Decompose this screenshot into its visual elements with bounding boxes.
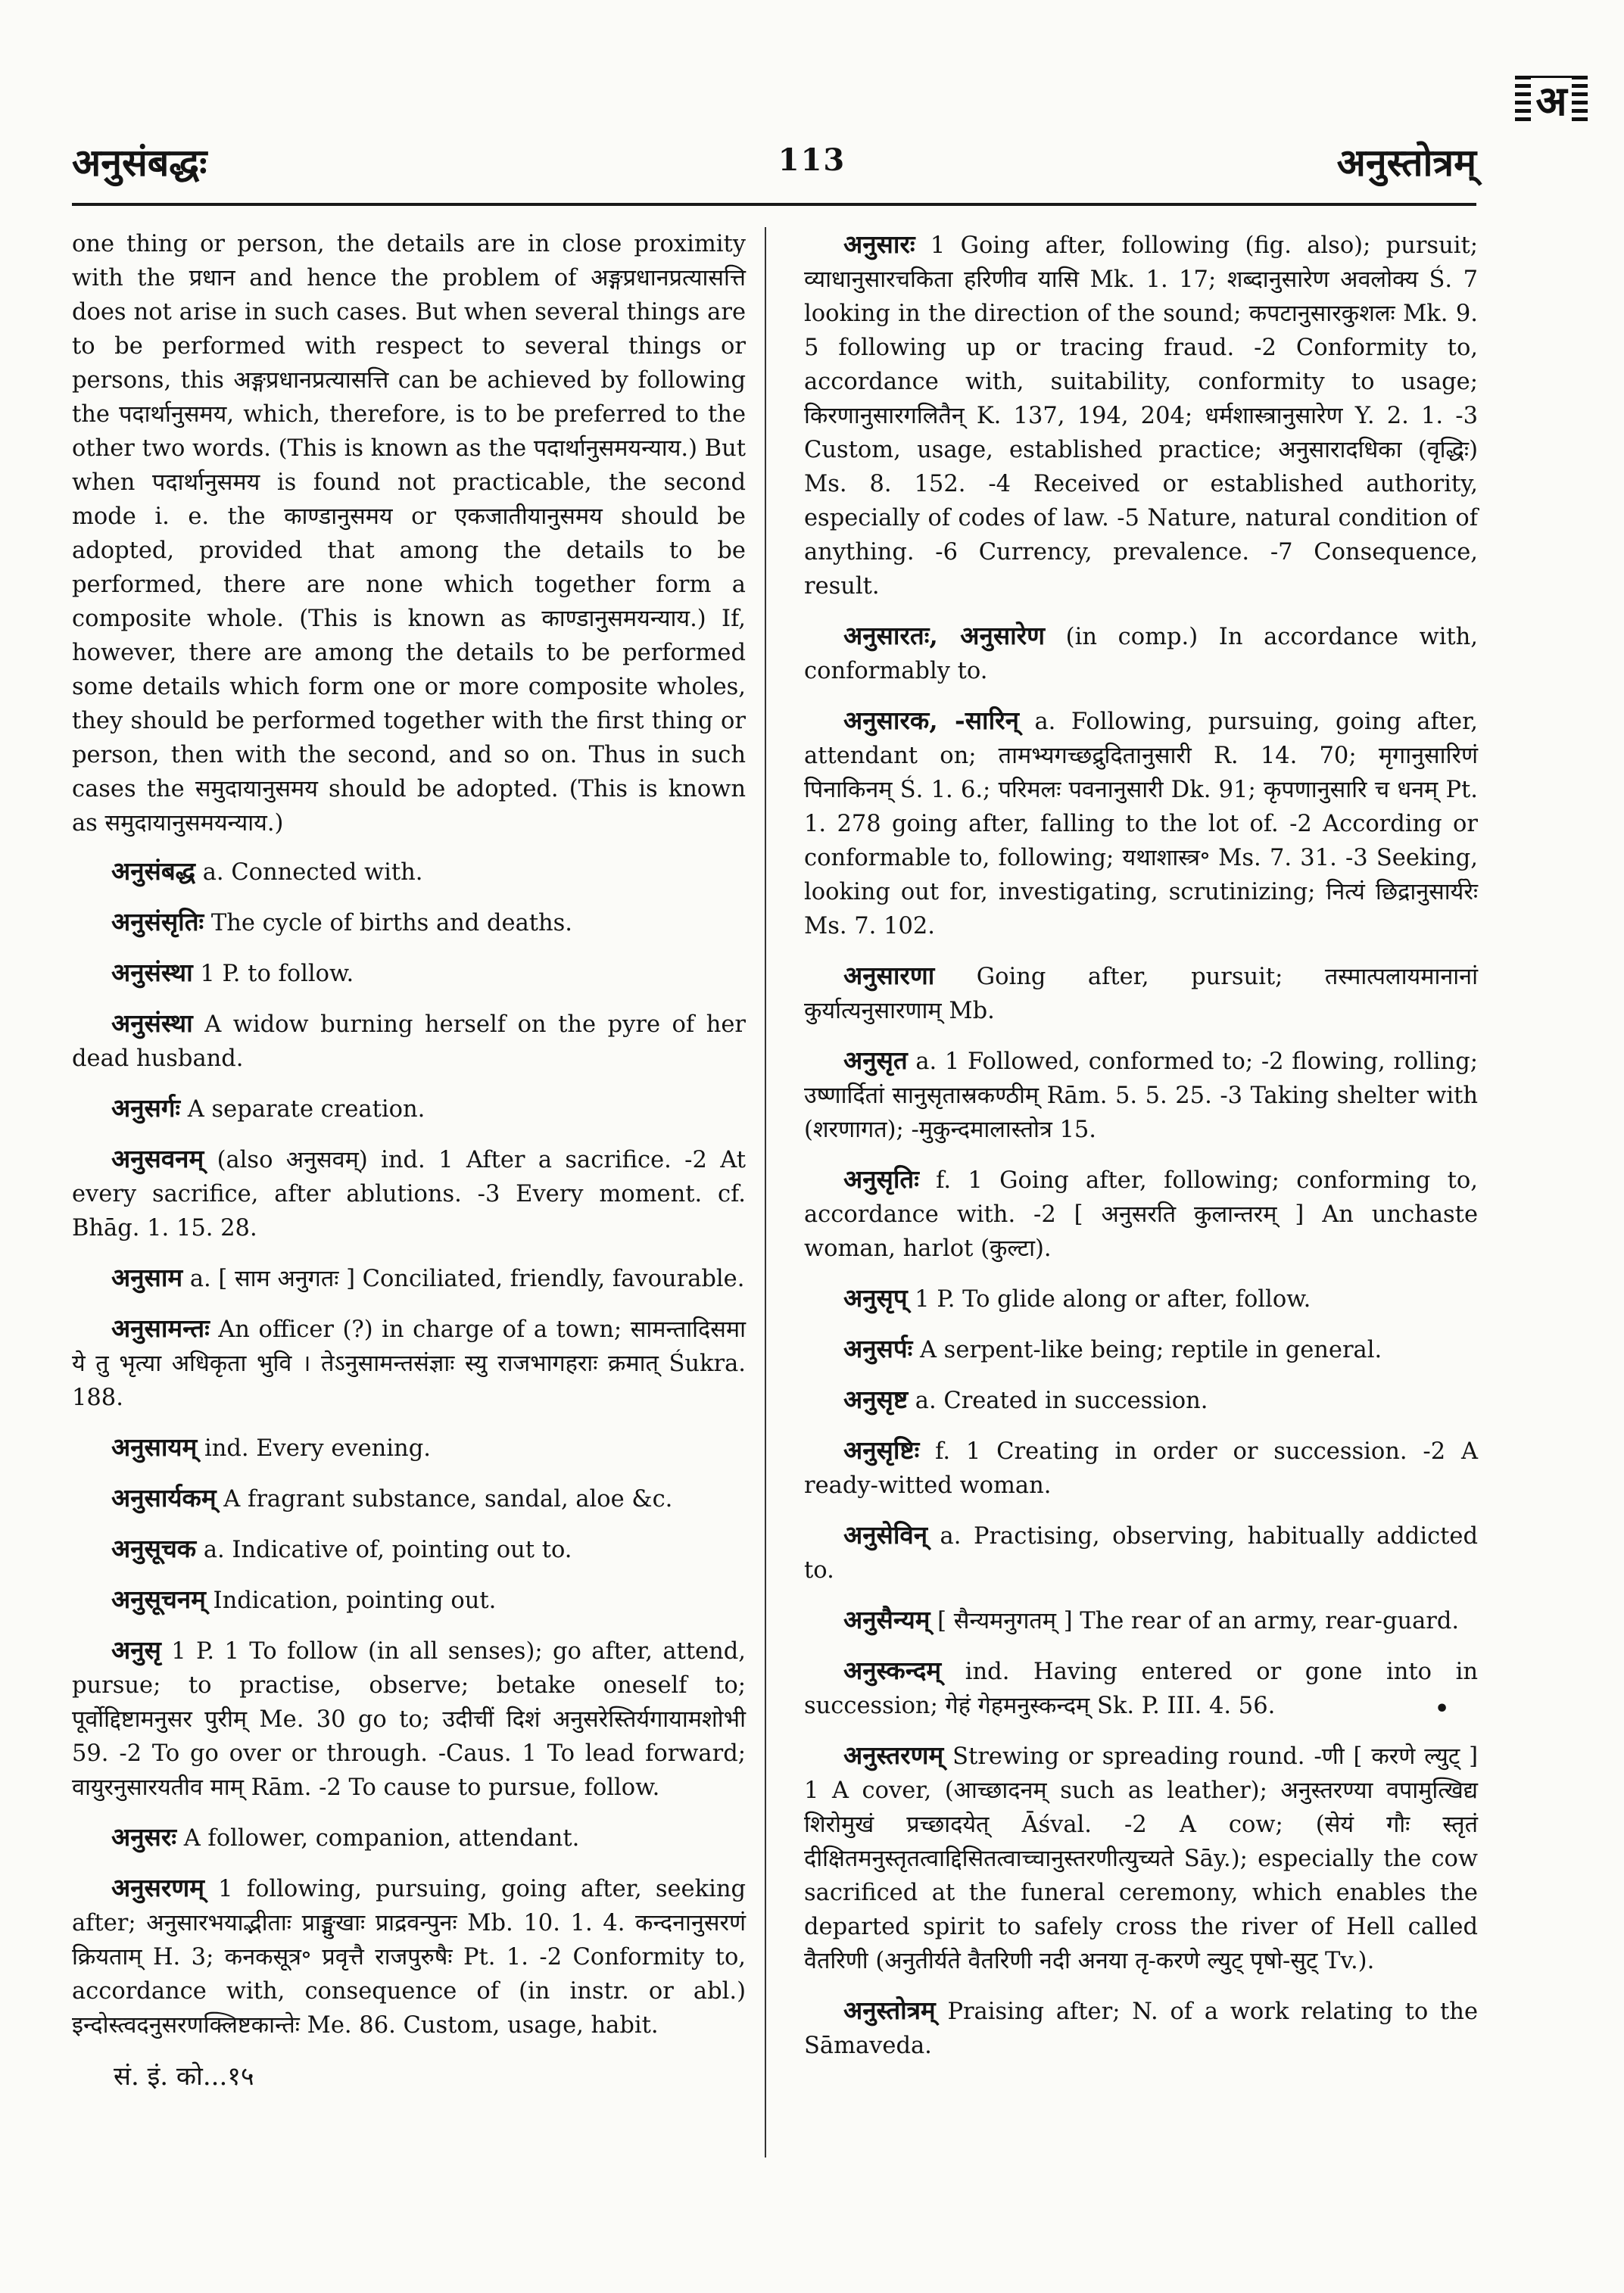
dictionary-entry: [72, 1481, 746, 1516]
entry-definition: Going after, pursuit; तस्मात्पलायमानानां कुर्यात्यनुसारणाम् Mb.: [804, 964, 1478, 1024]
entry-headword: अनुसारतः, अनुसारेण: [843, 621, 1046, 650]
entry-definition: A fragrant substance, sandal, aloe &c.: [216, 1486, 673, 1513]
dictionary-entry: [804, 1653, 1478, 1723]
entry-definition: a. Created in succession.: [908, 1388, 1208, 1414]
entry-definition: 1 P. To glide along or after, follow.: [907, 1286, 1311, 1313]
dictionary-entry: [804, 1281, 1478, 1316]
entry-headword: अनुसारणा: [843, 961, 935, 990]
dictionary-entry: [804, 1162, 1478, 1266]
running-head-right: अनुस्तोत्रम्: [1336, 140, 1476, 185]
entry-definition: a. Connected with.: [195, 859, 423, 886]
entry-definition: A separate creation.: [180, 1096, 425, 1123]
entry-headword: अनुसृ: [111, 1635, 161, 1665]
dictionary-entry: [804, 1993, 1478, 2063]
entry-headword: अनुस्तरणम्: [843, 1740, 944, 1770]
entry-headword: अनुसाम: [111, 1263, 183, 1292]
entry-definition: ind. Having entered or gone into in succession; गेहं गेहमनुस्कन्दम् Sk. P. III. 4. 56.: [804, 1659, 1478, 1719]
entry-headword: अनुसरणम्: [111, 1873, 204, 1902]
entry-definition: a. Indicative of, pointing out to.: [196, 1537, 572, 1563]
entry-headword: अनुसंबद्ध: [111, 856, 196, 886]
dictionary-entry: [804, 1738, 1478, 1978]
entry-headword: अनुस्तोत्रम्: [843, 1995, 936, 2025]
entry-definition: (also अनुसवम्) ind. 1 After a sacrifice. -2 At every sacrifice, after ablutions. -3 Every moment. cf. Bhāg. 1. 15. 28.: [72, 1147, 746, 1242]
dictionary-entry: [804, 1603, 1478, 1638]
dictionary-entry: [72, 854, 746, 889]
entry-headword: अनुसरः: [111, 1822, 176, 1852]
dictionary-entry: [804, 958, 1478, 1028]
entry-definition: f. 1 Creating in order or succession. -2 A ready-witted woman.: [804, 1438, 1478, 1499]
entry-headword: अनुसेविन्: [843, 1520, 928, 1550]
footer-signature: सं. इं. को...१५: [114, 2061, 254, 2092]
thumb-index-tab: [1515, 76, 1588, 126]
right-column: [804, 227, 1478, 2078]
dictionary-entry: [72, 905, 746, 940]
entry-headword: अनुसृतिः: [843, 1164, 919, 1194]
dictionary-entry: [72, 1142, 746, 1245]
entry-definition: An officer (?) in charge of a town; सामन्तादिसमा ये तु भृत्या अधिकृता भुवि । तेऽनुसामन्तसंज्ञाः स्यु राजभागहराः क्रमात् Śukra. 188.: [72, 1316, 746, 1411]
entry-headword: अनुसृप्: [843, 1283, 908, 1313]
entry-definition: 1 following, pursuing, going after, seeking after; अनुसारभयाद्भीताः प्राङ्मुखाः प्राद्रवन्पुनः Mb. 10. 1. 4. कन्दनानुसरणं क्रियताम् H. 3; कनकसूत्र॰ प्रवृत्तै राजपुरुषैः Pt. 1. -2 Conformity to, accordance with, consequence of (in instr. or abl.) इन्दोस्त्वदनुसरणक्लिष्टकान्तेः Me. 86. Custom, usage, habit.: [72, 1876, 746, 2039]
entry-headword: अनुसामन्तः: [111, 1313, 210, 1343]
entry-headword: अनुसवनम्: [111, 1144, 204, 1173]
entry-definition: A serpent-like being; reptile in general.: [912, 1337, 1382, 1363]
entry-headword: अनुसैन्यम्: [843, 1605, 930, 1634]
entry-headword: अनुसार्यकम्: [111, 1483, 217, 1513]
dictionary-entry: [804, 1043, 1478, 1147]
entry-definition: Indication, pointing out.: [205, 1587, 497, 1614]
entry-definition: ind. Every evening.: [197, 1435, 431, 1462]
entry-headword: अनुसारक, -सारिन्: [843, 706, 1019, 735]
entry-headword: अनुसर्पः: [843, 1334, 913, 1363]
dictionary-entry: [804, 1518, 1478, 1587]
left-column: [72, 227, 746, 2058]
dictionary-entry: [72, 1430, 746, 1466]
entry-headword: अनुसृष्टिः: [843, 1435, 920, 1465]
entry-definition: 1 Going after, following (fig. also); pursuit; व्याधानुसारचकिता हरिणीव यासि Mk. 1. 17; शब्दानुसारेण अवलोक्य Ś. 7 looking in the direction of the sound; कपटानुसारकुशलः Mk. 9. 5 following up or tracing fraud. -2 Conformity to, accordance with, suitability, conformity to usage; किरणानुसारगलितैन् K. 137, 194, 204; धर्मशास्त्रानुसारेण Y. 2. 1. -3 Custom, usage, established practice; अनुसारादधिका (वृद्धिः) Ms. 8. 152. -4 Received or established authority, especially of codes of law. -5 Nature, natural condition of anything. -6 Currency, prevalence. -7 Consequence, result.: [804, 232, 1478, 600]
entry-headword: अनुसंसृतिः: [111, 907, 204, 936]
entry-headword: अनुसृष्ट: [843, 1385, 909, 1414]
dictionary-entry: [72, 1311, 746, 1415]
entry-headword: अनुस्कन्दम्: [843, 1656, 942, 1685]
header-rule: [72, 203, 1476, 206]
dictionary-entry: [804, 227, 1478, 603]
entry-definition: A widow burning herself on the pyre of her dead husband.: [72, 1011, 746, 1072]
right-entries: [804, 227, 1478, 2063]
dictionary-entry: [72, 1091, 746, 1126]
entry-headword: अनुसूचक: [111, 1534, 197, 1563]
entry-definition: 1 P. 1 To follow (in all senses); go after, attend, pursue; to practise, observe; betake oneself to; पूर्वोद्दिष्टामनुसर पुरीम् Me. 30 go to; उदीचीं दिशं अनुसरेस्तिर्यगायामशोभी 59. -2 To go over or through. -Caus. 1 To lead forward; वायुरनुसारयतीव माम् Rām. -2 To cause to pursue, follow.: [72, 1638, 746, 1801]
entry-headword: अनुसायम्: [111, 1432, 198, 1462]
entry-headword: अनुसंस्था: [111, 958, 193, 987]
left-entries: [72, 854, 746, 2042]
entry-definition: a. Following, pursuing, going after, attendant on; तामभ्यगच्छद्रुदितानुसारी R. 14. 70; मृगानुसारिणं पिनाकिनम् Ś. 1. 6.; परिमलः पवनानुसारी Dk. 91; कृपणानुसारि च धनम् Pt. 1. 278 going after, falling to the lot of. -2 According or conformable to, following; यथाशास्त्र॰ Ms. 7. 31. -3 Seeking, looking out for, investigating, scrutinizing; नित्यं छिद्रानुसार्यरेः Ms. 7. 102.: [804, 709, 1478, 939]
dictionary-entry: [72, 1531, 746, 1567]
entry-definition: The cycle of births and deaths.: [204, 910, 572, 936]
entry-definition: a. Practising, observing, habitually addicted to.: [804, 1523, 1478, 1584]
thumb-index-letter: अ: [1531, 78, 1571, 123]
entry-headword: अनुसर्गः: [111, 1093, 181, 1123]
running-head-left: अनुसंबद्धः: [72, 140, 207, 185]
column-divider: [765, 227, 766, 2157]
dictionary-entry: [72, 1871, 746, 2042]
entry-headword: अनुसंस्था: [111, 1008, 193, 1038]
entry-definition: 1 P. to follow.: [192, 961, 354, 987]
entry-definition: [ सैन्यमनुगतम् ] The rear of an army, rear-guard.: [930, 1608, 1460, 1634]
dictionary-entry: [804, 618, 1478, 688]
continuation-paragraph: one thing or person, the details are in close proximity with the प्रधान and hence the problem of अङ्गप्रधानप्रत्यासत्ति does not arise in such cases. But when several things are to be performed with respect to several things or persons, this अङ्गप्रधानप्रत्यासत्ति can be achieved by following the पदार्थानुसमय, which, therefore, is to be preferred to the other two words. (This is known as the पदार्थानुसमयन्याय.) But when पदार्थानुसमय is found not practicable, the second mode i. e. the काण्डानुसमय or एकजातीयानुसमय should be adopted, provided that among the details to be performed, there are none which together form a composite whole. (This is known as काण्डानुसमयन्याय.) If, however, there are among the details to be performed some details which form one or more composite wholes, they should be performed together with the first thing or person, then with the second, and so on. Thus in such cases the समुदायानुसमय should be adopted. (This is known as समुदायानुसमयन्याय.): [72, 231, 746, 837]
dictionary-entry: [72, 1820, 746, 1855]
entry-headword: अनुसारः: [843, 229, 915, 259]
entry-definition: a. [ साम अनुगतः ] Conciliated, friendly, favourable.: [182, 1266, 745, 1292]
entry-definition: A follower, companion, attendant.: [176, 1825, 580, 1852]
dictionary-entry: [72, 1006, 746, 1076]
entry-headword: अनुसृत: [843, 1045, 908, 1075]
dictionary-entry: [804, 1433, 1478, 1503]
dictionary-entry: [804, 703, 1478, 943]
dictionary-entry: [72, 1260, 746, 1296]
entry-definition: Strewing or spreading round. -णी [ करणे ल्युट् ] 1 A cover, (आच्छादनम् such as leather); अनुस्तरण्या वपामुत्खिद्य शिरोमुखं प्रच्छादयेत् Āśval. -2 A cow; (सेयं गौः स्तृतं दीक्षितमनुस्तृतत्वाद्दिसितत्वाच्चानुस्तरणीत्युच्यते Sāy.); especially the cow sacrificed at the funeral ceremony, which enables the departed spirit to safely cross the river of Hell called वैतरिणी (अनुतीर्यते वैतरिणी नदी अनया तृ-करणे ल्युट् पृषो-सुट् Tv.).: [804, 1743, 1478, 1974]
entry-headword: अनुसूचनम्: [111, 1584, 206, 1614]
dictionary-entry: [72, 1633, 746, 1805]
entry-definition: Praising after; N. of a work relating to the Sāmaveda.: [804, 1999, 1478, 2059]
entry-definition: f. 1 Going after, following; conforming to, accordance with. -2 [ अनुसरति कुलान्तरम् ] An unchaste woman, harlot (कुल्टा).: [804, 1167, 1478, 1262]
print-speck: •: [1435, 1696, 1450, 1722]
entry-definition: (in comp.) In accordance with, conformably to.: [804, 624, 1478, 684]
dictionary-entry: [72, 1582, 746, 1618]
dictionary-entry: [72, 955, 746, 991]
dictionary-entry: [804, 1332, 1478, 1367]
page-number: 113: [778, 142, 846, 178]
entry-definition: a. 1 Followed, conformed to; -2 flowing, rolling; उष्णार्दितां सानुसृतास्रकण्ठीम् Rām. 5. 5. 25. -3 Taking shelter with (शरणागत); -मुकुन्दमालास्तोत्र 15.: [804, 1048, 1478, 1143]
dictionary-entry: [804, 1382, 1478, 1418]
